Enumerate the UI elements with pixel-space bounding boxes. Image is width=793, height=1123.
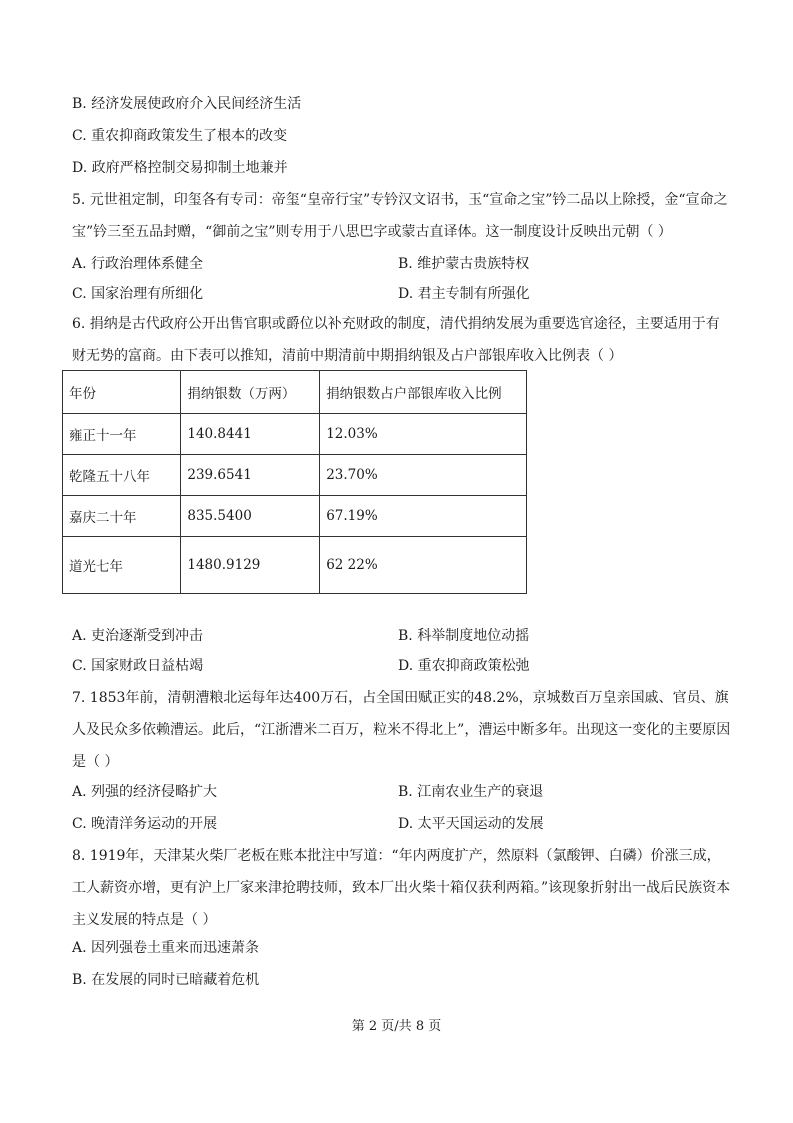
- option-d-prev: D. 政府严格控制交易抑制土地兼并: [72, 160, 288, 176]
- q7-option-c: C. 晚清洋务运动的开展: [72, 816, 218, 832]
- table-row: [63, 496, 527, 537]
- option-b-prev: B. 经济发展使政府介入民间经济生活: [72, 96, 302, 112]
- q7-option-b: B. 江南农业生产的衰退: [398, 784, 544, 800]
- table-header-row: [63, 371, 527, 414]
- question-6-stem: 6. 捐纳是古代政府公开出售官职或爵位以补充财政的制度，清代捐纳发展为重要选官途径，主要适用于有财无势的富商。由下表可以推知，清前中期清前中期捐纳银及占户部银库收入比例表（ ）: [72, 316, 720, 364]
- table-cell: 雍正十一年: [63, 414, 181, 455]
- table-cell: 12.03%: [320, 414, 527, 455]
- table-header-cell: 捐纳银数占户部银库收入比例: [320, 371, 527, 414]
- table-cell: 835.5400: [181, 496, 320, 537]
- q5-option-b: B. 维护蒙古贵族特权: [398, 256, 530, 272]
- q5-option-c: C. 国家治理有所细化: [72, 286, 204, 302]
- question-5-stem: 5. 元世祖定制，印玺各有专司：帝玺“皇帝行宝”专钤汉文诏书，玉“宣命之宝”钤二品以上除授，金“宣命之宝”钤三至五品封赠，“御前之宝”则专用于八思巴字或蒙古直译体。这一制度设计反映出元朝（ ）: [72, 192, 728, 240]
- table-header-cell: 捐纳银数（万两）: [181, 371, 320, 414]
- table-cell: 23.70%: [320, 455, 527, 496]
- q5-option-a: A. 行政治理体系健全: [72, 256, 204, 272]
- q6-option-d: D. 重农抑商政策松弛: [398, 658, 530, 674]
- table-cell: 乾隆五十八年: [63, 455, 181, 496]
- page-number-footer: 第 2 页/共 8 页: [351, 1019, 442, 1034]
- q6-option-b: B. 科举制度地位动摇: [398, 628, 530, 644]
- table-cell: 67.19%: [320, 496, 527, 537]
- table-cell: 道光七年: [63, 537, 181, 594]
- table-header-cell: 年份: [63, 371, 181, 414]
- q7-option-a: A. 列强的经济侵略扩大: [72, 784, 218, 800]
- table-row: [63, 537, 527, 594]
- q8-option-a: A. 因列强卷土重来而迅速萧条: [72, 940, 260, 956]
- donation-table: [62, 370, 527, 594]
- question-7-stem: 7. 1853年前，清朝漕粮北运每年达400万石，占全国田赋正实的48.2%，京城数百万皇亲国戚、官员、旗人及民众多依赖漕运。此后，“江浙漕米二百万，粒米不得北上”，漕运中断多年。出现这一变化的主要原因是（ ）: [72, 690, 731, 770]
- table-cell: 140.8441: [181, 414, 320, 455]
- table-row: [63, 414, 527, 455]
- table-cell: 1480.9129: [181, 537, 320, 594]
- q7-option-d: D. 太平天国运动的发展: [398, 816, 544, 832]
- q5-option-d: D. 君主专制有所强化: [398, 286, 530, 302]
- q6-option-c: C. 国家财政日益枯竭: [72, 658, 204, 674]
- option-c-prev: C. 重农抑商政策发生了根本的改变: [72, 128, 288, 144]
- q8-option-b: B. 在发展的同时已暗藏着危机: [72, 972, 260, 988]
- table-row: [63, 455, 527, 496]
- table-cell: 62 22%: [320, 537, 527, 594]
- table-cell: 嘉庆二十年: [63, 496, 181, 537]
- question-8-stem: 8. 1919年，天津某火柴厂老板在账本批注中写道：“年内两度扩产，然原料（氯酸钾、白磷）价涨三成，工人薪资亦增，更有沪上厂家来津抢聘技师，致本厂出火柴十箱仅获利两箱。”该现象折射出一战后民族资本主义发展的特点是（ ）: [72, 848, 731, 928]
- q6-option-a: A. 吏治逐渐受到冲击: [72, 628, 204, 644]
- table-cell: 239.6541: [181, 455, 320, 496]
